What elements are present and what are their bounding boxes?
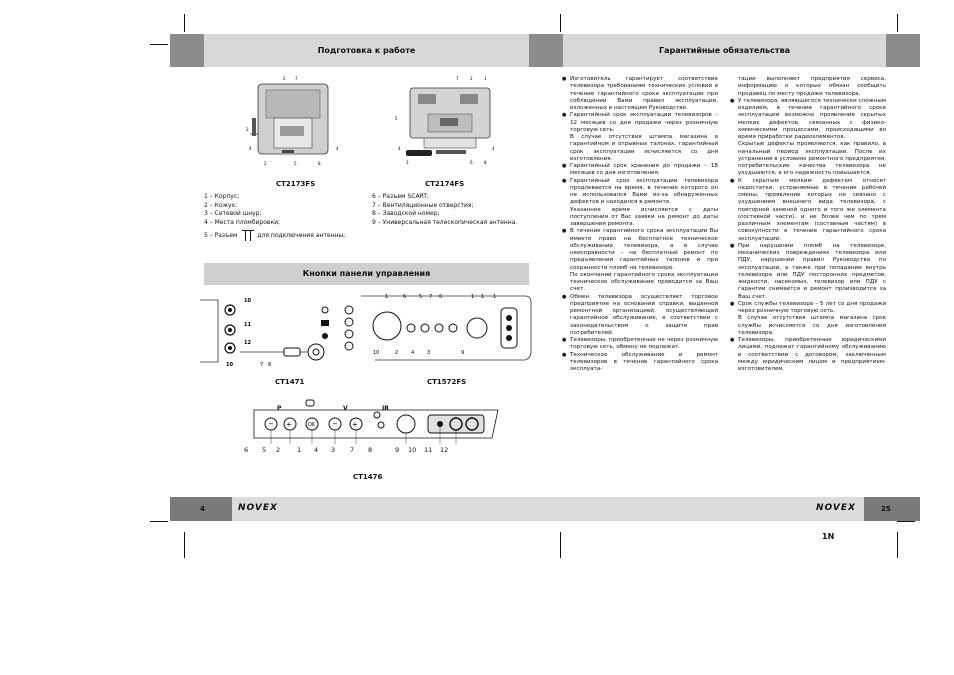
svg-text:OK: OK — [308, 422, 316, 428]
warranty-bullet-item: ● В течение гарантийного срока эксплуатации Вы имеете право на бесплатное техническое обслуживание телевизора, а в случае неисправности – на бесплатный ремонт по предъявлении гарантийных талонов и при сохранности пломб на телевизоре. — [570, 228, 718, 272]
panel3-number: 5 — [262, 446, 267, 454]
warranty-bullet-item: ● Гарантийный срок эксплуатации телевизора продлевается на время, в течение которого он не использовался Вами из-за обнаруженных дефектов и находился в ремонте. — [570, 178, 718, 207]
warranty-list — [738, 76, 886, 373]
svg-text:2: 2 — [470, 76, 473, 81]
tv2-caption: CT2174FS — [425, 180, 465, 188]
svg-text:1: 1 — [484, 76, 487, 81]
warranty-list — [570, 76, 718, 373]
panel3-number: 7 — [350, 446, 355, 454]
svg-text:−: − — [332, 420, 338, 428]
warranty-bullet-item: ● Обмен телевизора осуществляет торговое предприятие на основании справки, выданной ремонтной организацией, осуществляющей гарантийное обслуживание, в соответствии с законодательством о защите прав потребителей. — [570, 294, 718, 338]
warranty-paragraph: В случае отсутствия штампа магазина срок службы исчисляется со дня изготовления телевизора. — [738, 315, 886, 336]
legend-item: 3 – Сетевой шнур; — [204, 210, 262, 218]
panel3-numbers — [244, 446, 484, 456]
svg-text:10: 10 — [226, 362, 233, 368]
antenna-connector-icon — [242, 230, 254, 241]
brand-logo: NOVEX — [816, 503, 856, 513]
svg-text:7: 7 — [456, 76, 459, 81]
legend-right — [372, 193, 517, 227]
svg-text:3: 3 — [406, 160, 409, 165]
model-code: 1N — [822, 532, 835, 541]
svg-text:1: 1 — [471, 294, 475, 300]
crop-mark — [184, 532, 185, 558]
legend-item: 1 – Корпус; — [204, 193, 240, 200]
section-title: Кнопки панели управления — [204, 263, 529, 285]
svg-text:7: 7 — [260, 362, 264, 368]
header-left — [204, 34, 529, 67]
svg-text:1: 1 — [385, 294, 389, 300]
warranty-bullet-item: ● К скрытым мелким дефектам относят недостатки, устраняемые в течение рабочей смены, проявление которых не связано с ухудшением внешнего вида телевизора, с повторной заменой одного и того же элемента (составной части), и не более чем по трем различным элементам (составным частям) в совокупности в течение гарантийного срока эксплуатации. — [738, 178, 886, 243]
warranty-paragraph: В случае отсутствия штампа магазина в гарантийном и отрывных талонах, гарантийный срок эксплуатации исчисляется со дня изготовления. — [570, 134, 718, 162]
legend-item: 8 – Заводской номер; — [372, 210, 440, 218]
panel3-number: 9 — [395, 446, 400, 454]
svg-text:2: 2 — [395, 350, 399, 356]
panel3-number: 4 — [314, 446, 319, 454]
svg-text:8: 8 — [484, 160, 487, 165]
brand-logo: NOVEX — [238, 503, 278, 513]
legend-item: 9 – Универсальная телескопическая антенна. — [372, 218, 518, 226]
crop-mark — [560, 14, 561, 32]
tv-ct2173fs-illustration — [246, 74, 346, 166]
warranty-bullet-item: ● Техническое обслуживание и ремонт телевизоров в течение гарантийного срока эксплуата- — [570, 352, 718, 374]
svg-text:11: 11 — [244, 322, 251, 328]
warranty-bullet-item: ● При нарушении пломб на телевизоре, механических повреждениях телевизора или ПДУ, нарушении правил Руководства по эксплуатации, а также при попадании внутрь телевизора или ПДУ посторонних предметов, жидкости, насекомых, телевизор или ПДУ с гарантии снимается и ремонт производится за Ваш счет. — [738, 243, 886, 301]
svg-text:7: 7 — [295, 76, 298, 81]
panel3-caption: CT1476 — [353, 473, 383, 481]
svg-text:6: 6 — [403, 294, 407, 300]
svg-text:3: 3 — [246, 127, 249, 132]
warranty-bullet-item: ● Срок службы телевизора – 5 лет со дня продажи через розничную торговую сеть. — [738, 301, 886, 316]
warranty-bullet-item: ● Гарантийный срок хранения до продажи – 18 месяцев со дня изготовления. — [570, 163, 718, 178]
panel3-number: 3 — [331, 446, 336, 454]
tv-ct2174fs-illustration — [395, 74, 498, 166]
page-number-left: 4 — [200, 505, 205, 513]
warranty-paragraph: Скрытые дефекты проявляются, как правило, в начальный период эксплуатации. После их устранения в условиях ремонтного предприятия, потребительские качества телевизора не ухудшаются, а его надежность повышается. — [738, 141, 886, 177]
panel3-number: 12 — [440, 446, 449, 454]
svg-text:4: 4 — [411, 350, 415, 356]
crop-mark — [897, 14, 898, 32]
svg-text:6: 6 — [470, 160, 473, 165]
panel3-number: 8 — [368, 446, 373, 454]
svg-text:10: 10 — [244, 298, 251, 304]
page-title: Подготовка к работе — [317, 46, 416, 55]
svg-text:1: 1 — [481, 294, 485, 300]
svg-text:3: 3 — [427, 350, 431, 356]
crop-mark — [184, 14, 185, 32]
crop-mark — [150, 521, 168, 522]
warranty-column-1 — [570, 76, 718, 373]
svg-text:10: 10 — [373, 350, 380, 356]
legend-antenna-prefix: 5 – Разъем — [204, 232, 238, 240]
legend-item: 4 – Места пломбировки; — [204, 218, 280, 226]
svg-text:1: 1 — [493, 294, 497, 300]
svg-text:9: 9 — [461, 350, 465, 356]
svg-text:8: 8 — [318, 161, 321, 166]
svg-text:7: 7 — [429, 294, 433, 300]
footer-tab-right — [864, 497, 920, 521]
svg-text:+: + — [352, 420, 358, 429]
crop-mark — [150, 44, 168, 45]
crop-mark — [560, 532, 561, 558]
warranty-column-2 — [738, 76, 886, 373]
legend-item: 2 – Кожух; — [204, 201, 238, 209]
panel2-caption: CT1572FS — [427, 378, 467, 386]
warranty-bullet-item: ● У телевизора, являющегося технически сложным изделием, в течение гарантийного срока эксплуатации возможно проявление скрытых мелких дефектов, связанных с физико-химическими процессами, происходящими во время приработки радиоэлементов. — [738, 98, 886, 142]
panel3-label-ir: IR — [382, 405, 389, 412]
warranty-bullet-item: ● Телевизоры, приобретенные юридическими лицами, подлежат гарантийному обслуживанию в соответствии с договором, заключенным между юридическим лицом и предприятием-изготовителем. — [738, 337, 886, 373]
header-right — [563, 34, 886, 67]
legend-item: 6 – Разъем SCART; — [372, 193, 430, 200]
svg-text:+: + — [286, 420, 292, 429]
header-tab-middle — [529, 34, 563, 67]
svg-text:5: 5 — [395, 116, 398, 121]
panel3-number: 1 — [297, 446, 302, 454]
panel3-label-v: V — [343, 405, 348, 412]
page-title: Гарантийные обязательства — [658, 46, 791, 55]
svg-text:4: 4 — [336, 146, 339, 151]
legend-item-antenna — [204, 230, 345, 241]
warranty-bullet-item: ● Изготовитель гарантирует соответствие телевизора требованиям технических условий в течение гарантийного срока эксплуатации при соблюдении Вами правил эксплуатации, изложенных в настоящем Руководстве. — [570, 76, 718, 112]
tv1-caption: CT2173FS — [276, 180, 316, 188]
warranty-paragraph: Указанное время исчисляется с даты поступления от Вас заявки на ремонт до даты завершения ремонта. — [570, 206, 718, 227]
svg-text:4: 4 — [398, 146, 401, 151]
warranty-paragraph: тации выполняют предприятия сервиса, информацию о которых обязан сообщить продавец по месту продажи телевизора. — [738, 76, 886, 97]
footer-right — [532, 497, 864, 521]
panel3-label-p: P — [277, 405, 282, 412]
svg-text:−: − — [268, 420, 274, 428]
header-tab-left — [170, 34, 204, 67]
svg-text:4: 4 — [249, 146, 252, 151]
crop-mark — [897, 532, 898, 558]
svg-text:2: 2 — [283, 76, 286, 81]
panel-ct1572fs-illustration — [305, 288, 531, 368]
page-number-right: 25 — [881, 505, 891, 513]
svg-text:6: 6 — [439, 294, 443, 300]
svg-text:5: 5 — [419, 294, 423, 300]
crop-mark — [897, 521, 915, 522]
svg-text:8: 8 — [268, 362, 272, 368]
panel3-number: 11 — [424, 446, 433, 454]
svg-text:4: 4 — [492, 146, 495, 151]
svg-text:2: 2 — [264, 161, 267, 166]
header-tab-right — [886, 34, 920, 67]
legend-left — [204, 193, 345, 241]
warranty-bullet-item: ● Гарантийный срок эксплуатации телевизоров – 12 месяцев со дня продажи через розничную торговую сеть. — [570, 112, 718, 134]
panel3-number: 10 — [408, 446, 417, 454]
svg-text:5: 5 — [294, 161, 297, 166]
warranty-paragraph: По окончании гарантийного срока эксплуатации техническое обслуживание проводится за Ваш счет. — [570, 271, 718, 293]
panel1-caption: CT1471 — [275, 378, 305, 386]
svg-text:12: 12 — [244, 340, 251, 346]
panel3-number: 6 — [244, 446, 249, 454]
legend-item: 7 – Вентиляционные отверстия; — [372, 201, 474, 209]
warranty-bullet-item: ● Телевизоры, приобретенные не через розничную торговую сеть, обмену не подлежат. — [570, 337, 718, 352]
legend-antenna-suffix: для подключения антенны; — [257, 232, 346, 240]
panel3-number: 2 — [276, 446, 281, 454]
